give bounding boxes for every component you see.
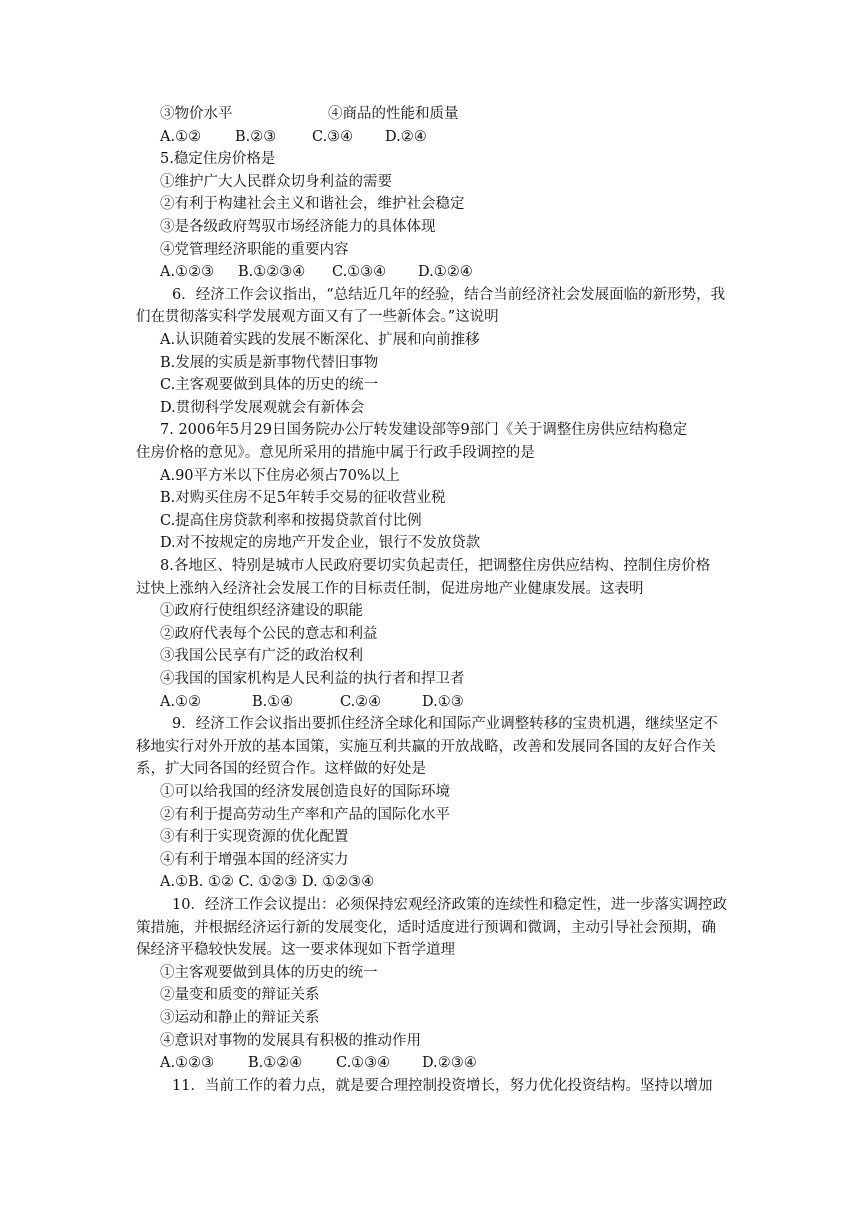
answer-choice: D.①②④ (418, 264, 473, 281)
text-line: 系，扩大同各国的经贸合作。这样做的好处是 (136, 761, 426, 778)
text-line: C.主客观要做到具体的历史的统一 (160, 377, 379, 394)
text-line: B.对购买住房不足5年转手交易的征收营业税 (160, 490, 446, 507)
option-item: ④商品的性能和质量 (328, 106, 459, 122)
text-line: ①政府行使组织经济建设的职能 (160, 603, 363, 620)
option-item: ③物价水平 (160, 106, 233, 122)
text-line: 6．经济工作会议指出，“总结近几年的经验，结合当前经济社会发展面临的新形势，我 (172, 286, 726, 303)
text-line: 7. 2006年5月29日国务院办公厅转发建设部等9部门《关于调整住房供应结构稳定 (160, 422, 688, 439)
text-line: ③有利于实现资源的优化配置 (160, 829, 349, 846)
text-line: ①可以给我国的经济发展创造良好的国际环境 (160, 784, 450, 800)
text-line: 移地实行对外开放的基本国策，实施互利共赢的开放战略，改善和发展同各国的友好合作关 (136, 738, 716, 755)
answer-choice: C.③④ (312, 128, 354, 145)
text-line: 过快上涨纳入经济社会发展工作的目标责任制，促进房地产业健康发展。这表明 (136, 580, 644, 597)
text-line: A.认识随着实践的发展不断深化、扩展和向前推移 (160, 332, 480, 348)
answer-choice: D.②④ (385, 128, 427, 145)
text-line: ④有利于增强本国的经济实力 (160, 851, 349, 868)
text-line: 住房价格的意见》。意见所采用的措施中属于行政手段调控的是 (136, 445, 535, 461)
text-line: A.90平方米以下住房必须占70%以上 (160, 467, 400, 484)
text-line: ②有利于提高劳动生产率和产品的国际化水平 (160, 806, 450, 823)
option-pair-line (160, 103, 459, 125)
text-line: 策措施，并根据经济运行新的发展变化，适时适度进行预调和微调，主动引导社会预期，确 (136, 919, 716, 936)
answer-choice: D.①③ (422, 693, 464, 710)
text-line: D.对不按规定的房地产开发企业，银行不发放贷款 (160, 535, 481, 552)
text-line: ④我国的国家机构是人民利益的执行者和捍卫者 (160, 671, 465, 687)
text-line: 11．当前工作的着力点，就是要合理控制投资增长，努力优化投资结构。坚持以增加 (172, 1077, 713, 1094)
answer-choice: B.①②③④ (238, 264, 306, 281)
text-line: ②有利于构建社会主义和谐社会，维护社会稳定 (160, 196, 465, 213)
answer-choice: C.②④ (340, 693, 382, 710)
answer-choice: B.①②④ (248, 1055, 303, 1072)
answer-choice: A.①②③ (160, 264, 215, 281)
answer-choice: A.①②③ (160, 1055, 215, 1072)
text-line: C.提高住房贷款利率和按揭贷款首付比例 (160, 512, 422, 529)
text-line: ③是各级政府驾驭市场经济能力的具体体现 (160, 219, 436, 235)
text-line: 们在贯彻落实科学发展观方面又有了一些新体会。”这说明 (136, 309, 499, 326)
answer-choice: C.①③④ (336, 1055, 391, 1072)
answer-choice: B.①④ (252, 693, 294, 710)
answer-choice: A.①② (160, 128, 202, 145)
text-line: D.贯彻科学发展观就会有新体会 (160, 399, 365, 416)
answer-choice: B.②③ (235, 128, 277, 145)
text-line: ①主客观要做到具体的历史的统一 (160, 964, 378, 981)
text-line: ②政府代表每个公民的意志和利益 (160, 625, 378, 642)
answer-choice: D.②③④ (422, 1055, 477, 1072)
text-line: ①维护广大人民群众切身利益的需要 (160, 173, 392, 190)
text-line: 8.各地区、特别是城市人民政府要切实负起责任，把调整住房供应结构、控制住房价格 (160, 558, 711, 574)
text-line: ④党管理经济职能的重要内容 (160, 241, 349, 258)
text-line: 10．经济工作会议提出：必须保持宏观经济政策的连续性和稳定性，进一步落实调控政 (172, 897, 727, 913)
text-line: ②量变和质变的辩证关系 (160, 987, 320, 1004)
text-line: ③我国公民享有广泛的政治权利 (160, 648, 363, 665)
answer-choice: A.①② (160, 693, 202, 710)
text-line: B.发展的实质是新事物代替旧事物 (160, 354, 379, 371)
text-line: 保经济平稳较快发展。这一要求体现如下哲学道理 (136, 942, 455, 959)
text-line: 5.稳定住房价格是 (160, 151, 276, 168)
text-line: ④意识对事物的发展具有积极的推动作用 (160, 1032, 421, 1049)
answer-choice: C.①③④ (332, 264, 387, 281)
text-line: 9．经济工作会议指出要抓住经济全球化和国际产业调整转移的宝贵机遇，继续坚定不 (172, 716, 718, 733)
text-line: ③运动和静止的辩证关系 (160, 1010, 320, 1026)
text-line: A.①B. ①② C. ①②③ D. ①②③④ (160, 874, 375, 891)
